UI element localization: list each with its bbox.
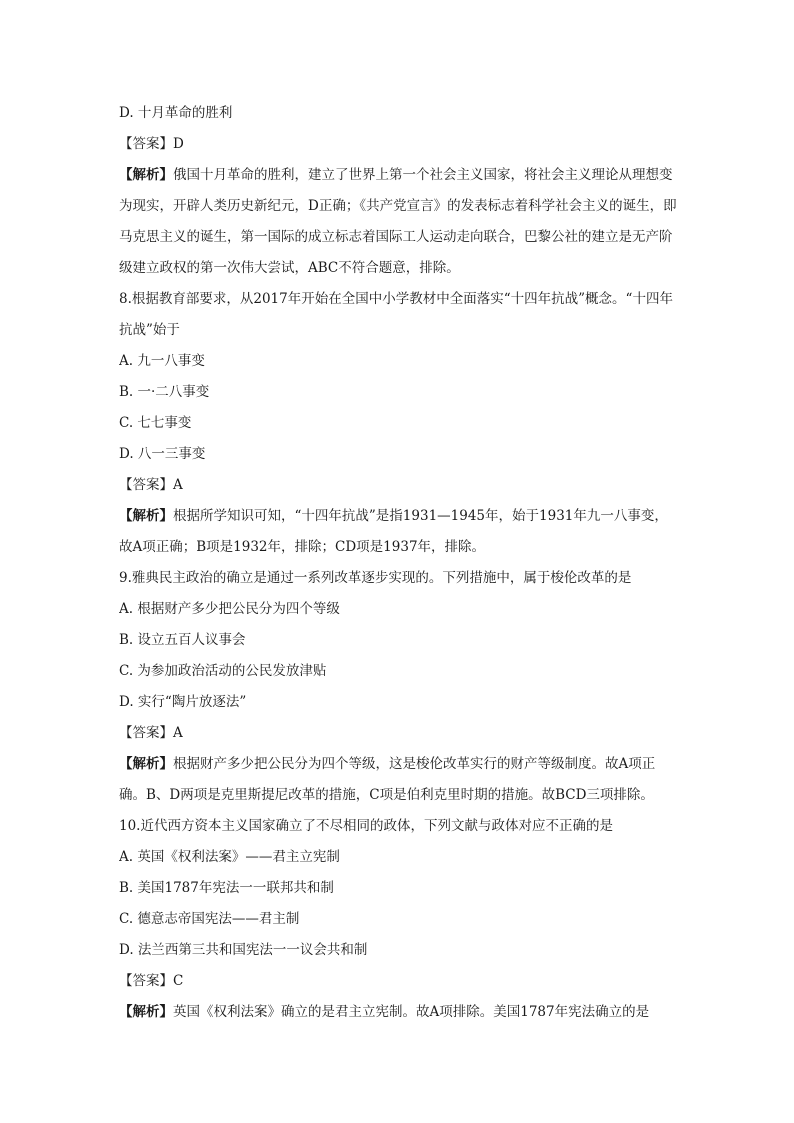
analysis-label: 【解析】: [119, 1004, 173, 1020]
answer-line: 【答案】D: [119, 136, 184, 152]
option-line: B. 设立五百人议事会: [119, 632, 246, 648]
analysis-text: 英国《权利法案》确立的是君主立宪制。故A项排除。美国1787年宪法确立的是: [173, 1004, 650, 1020]
answer-line: 【答案】A: [119, 725, 183, 741]
option-line: A. 九一八事变: [119, 353, 205, 369]
analysis-text: 俄国十月革命的胜利，建立了世界上第一个社会主义国家，将社会主义理论从理想变为现实，开辟人类历史新纪元，D正确；《共产党宣言》的发表标志着科学社会主义的诞生，即马克思主义的诞生，第一国际的成立标志着国际工人运动走向联合，巴黎公社的建立是无产阶级建立政权的第一次伟大尝试，ABC不符合题意，排除。: [119, 167, 677, 276]
analysis-label: 【解析】: [119, 167, 173, 183]
question-text: 9.雅典民主政治的确立是通过一系列改革逐步实现的。下列措施中，属于梭伦改革的是: [119, 570, 632, 586]
analysis-label: 【解析】: [119, 508, 173, 524]
option-line: B. 一·二八事变: [119, 384, 210, 400]
question-text: 10.近代西方资本主义国家确立了不尽相同的政体，下列文献与政体对应不正确的是: [119, 818, 613, 834]
option-line: D. 法兰西第三共和国宪法一一议会共和制: [119, 942, 368, 958]
analysis-paragraph: [119, 160, 679, 284]
answer-line: 【答案】C: [119, 973, 184, 989]
option-line: C. 为参加政治活动的公民发放津贴: [119, 663, 327, 679]
analysis-paragraph: [119, 749, 679, 811]
option-line: A. 英国《权利法案》——君主立宪制: [119, 849, 340, 865]
option-line: A. 根据财产多少把公民分为四个等级: [119, 601, 340, 617]
option-line: D. 十月革命的胜利: [119, 105, 233, 121]
question-text: 8.根据教育部要求，从2017年开始在全国中小学教材中全面落实“十四年抗战”概念。“十四年抗战”始于: [119, 291, 673, 338]
option-line: D. 八一三事变: [119, 446, 206, 462]
answer-line: 【答案】A: [119, 477, 183, 493]
option-line: D. 实行“陶片放逐法”: [119, 694, 247, 710]
analysis-text: 根据所学知识可知，“十四年抗战”是指1931—1945年，始于1931年九一八事变，故A项正确；B项是1932年，排除；CD项是1937年，排除。: [119, 508, 668, 555]
option-line: B. 美国1787年宪法一一联邦共和制: [119, 880, 334, 896]
analysis-paragraph: [119, 997, 679, 1028]
option-line: C. 七七事变: [119, 415, 192, 431]
page-content: [119, 98, 679, 1028]
analysis-label: 【解析】: [119, 756, 173, 772]
option-line: C. 德意志帝国宪法——君主制: [119, 911, 300, 927]
analysis-text: 根据财产多少把公民分为四个等级，这是梭伦改革实行的财产等级制度。故A项正确。B、D两项是克里斯提尼改革的措施，C项是伯利克里时期的措施。故BCD三项排除。: [119, 756, 656, 803]
analysis-paragraph: [119, 501, 679, 563]
